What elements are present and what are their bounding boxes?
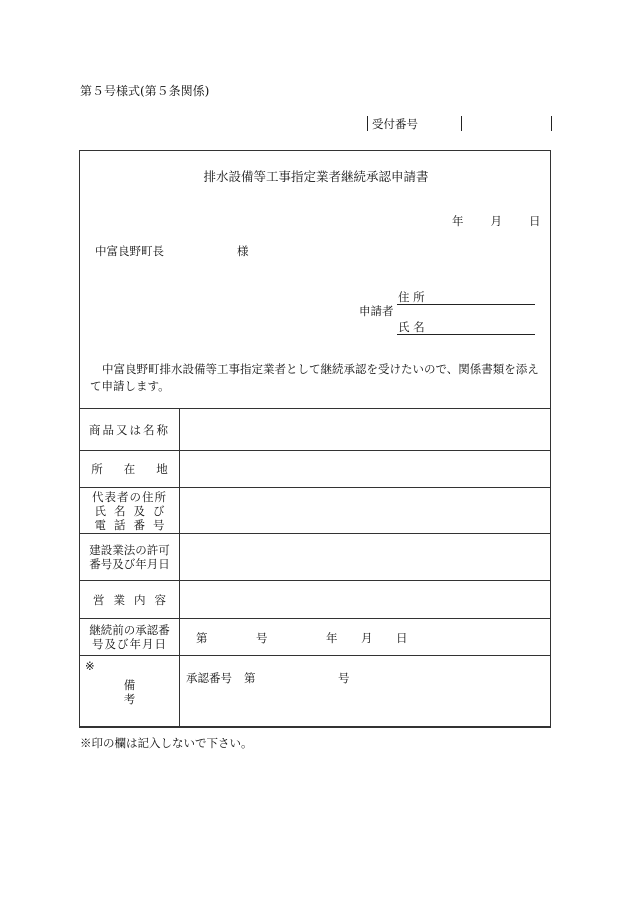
remarks-label — [104, 678, 170, 706]
office-use-mark: ※ — [85, 659, 95, 673]
business-content-label: 営業内容 — [93, 592, 175, 607]
previous-approval-label-cell — [80, 619, 180, 656]
request-statement: 中富良野町排水設備等工事指定業者として継続承認を受けたいので、関係書類を添えて申請します。 — [90, 362, 539, 393]
year-label: 年 — [452, 214, 464, 228]
application-form — [79, 150, 551, 727]
location-field[interactable] — [180, 451, 551, 488]
prev-year-label: 年 — [326, 631, 338, 645]
remarks-dai-label: 第 — [244, 671, 256, 685]
month-label: 月 — [490, 214, 502, 228]
receipt-divider-right — [551, 116, 552, 131]
table-row — [80, 451, 551, 488]
table-row — [80, 619, 551, 656]
document-title: 排水設備等工事指定業者継続承認申請書 — [203, 169, 429, 184]
license-label-line2: 番号及び年月日 — [89, 557, 170, 571]
applicant-name-label: 氏 名 — [398, 320, 425, 334]
previous-approval-label-line1: 継続前の承認番 — [89, 623, 170, 637]
representative-label-line2: 氏名及び — [94, 503, 173, 518]
previous-approval-field[interactable] — [180, 619, 551, 656]
applicant-address-label: 住 所 — [398, 290, 425, 304]
form-number: 第５号様式(第５条関係) — [80, 84, 210, 98]
remarks-field[interactable] — [180, 656, 551, 728]
license-label-cell — [80, 534, 180, 581]
date-line — [452, 213, 541, 229]
applicant-address-line[interactable] — [397, 304, 535, 305]
approval-number-label: 承認番号 — [186, 671, 232, 685]
remarks-go-label: 号 — [338, 671, 350, 685]
previous-approval-label-line2: 号及び年月日 — [92, 637, 167, 651]
location-label-cell — [80, 451, 189, 488]
day-label: 日 — [529, 214, 541, 228]
license-label-line1: 建設業法の許可 — [89, 543, 170, 557]
prev-dai-label: 第 — [196, 631, 208, 645]
addressee: 中富良野町長 — [95, 244, 164, 258]
applicant-label: 申請者 — [359, 304, 394, 318]
business-label-cell — [80, 581, 180, 619]
table-row — [80, 409, 551, 451]
prev-go-label: 号 — [256, 631, 268, 645]
footnote: ※印の欄は記入しないで下さい。 — [80, 736, 253, 750]
table-row — [80, 581, 551, 619]
receipt-divider-left — [367, 116, 368, 131]
receipt-number-label: 受付番号 — [372, 117, 418, 131]
prev-month-label: 月 — [361, 631, 373, 645]
addressee-suffix: 様 — [237, 244, 249, 258]
info-table — [79, 408, 551, 728]
receipt-divider-mid — [461, 116, 462, 131]
table-row — [80, 656, 551, 728]
license-field[interactable] — [180, 534, 551, 581]
representative-field[interactable] — [180, 488, 551, 534]
table-row — [80, 488, 551, 534]
location-label: 所在地 — [91, 462, 189, 476]
representative-label-cell — [80, 488, 180, 534]
representative-label-line3: 電話番号 — [94, 517, 173, 532]
trade-name-label-cell — [80, 409, 180, 451]
trade-name-field[interactable] — [180, 409, 551, 451]
table-row — [80, 534, 551, 581]
business-content-field[interactable] — [180, 581, 551, 619]
remarks-label: 備考 — [123, 678, 170, 706]
representative-label-line1: 代表者の住所 — [92, 489, 167, 504]
applicant-name-line[interactable] — [397, 334, 535, 335]
remarks-label-cell — [80, 656, 180, 728]
trade-name-label: 商品又は名称 — [89, 422, 170, 437]
prev-day-label: 日 — [396, 631, 408, 645]
